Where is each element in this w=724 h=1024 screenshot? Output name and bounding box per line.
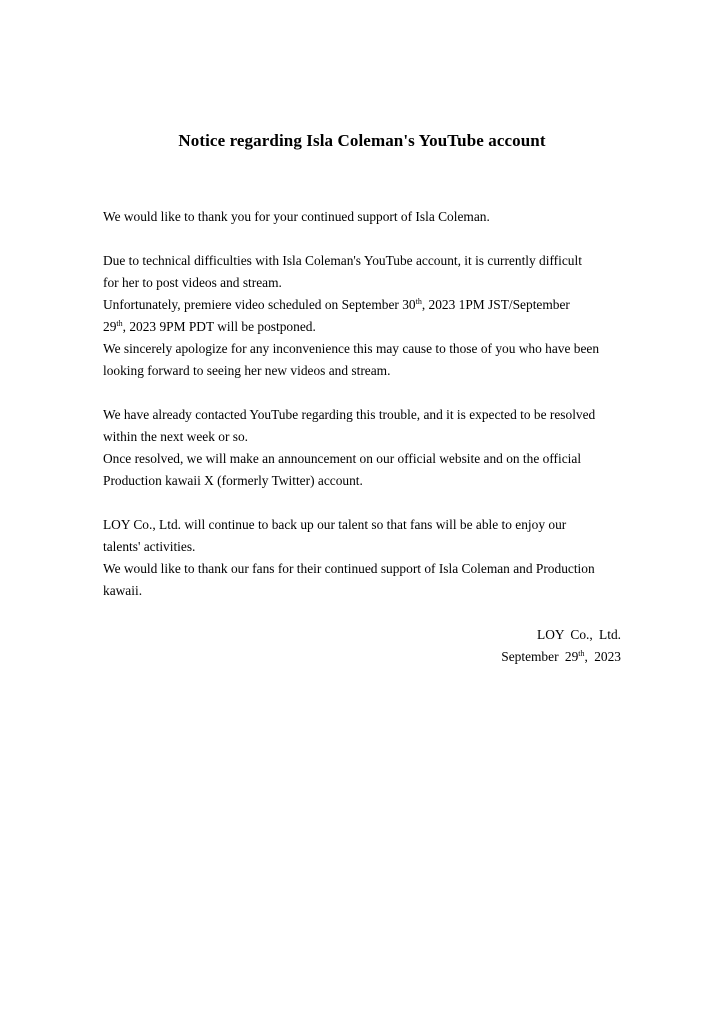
text-segment: 29 [103,319,117,334]
text-line: Production kawaii X (formerly Twitter) account. [103,473,363,488]
paragraph-technical-difficulties [103,250,643,382]
document-title: Notice regarding Isla Coleman's YouTube account [178,131,546,150]
text-line: for her to post videos and stream. [103,275,282,290]
ordinal-suffix: th [415,297,422,306]
text-line: We have already contacted YouTube regarding this trouble, and it is expected to be resolved [103,407,596,422]
text-line: We would like to thank our fans for their continued support of Isla Coleman and Production [103,561,595,576]
text-line: Due to technical difficulties with Isla Coleman's YouTube account, it is currently difficult [103,253,582,268]
text-line [103,316,643,338]
text-segment: , 2023 1PM JST/September [421,297,570,312]
text-line: We sincerely apologize for any inconvenience this may cause to those of you who have been [103,341,600,356]
document-body [103,206,643,624]
ordinal-suffix: th [116,319,123,328]
text-line [103,294,643,316]
signature-block [501,624,621,668]
text-line: kawaii. [103,583,143,598]
signature-company: LOY Co., Ltd. [537,627,621,642]
text-line: LOY Co., Ltd. will continue to back up our talent so that fans will be able to enjoy our [103,517,567,532]
paragraph-support [103,514,643,602]
text-line: Once resolved, we will make an announcement on our official website and on the official [103,451,582,466]
paragraph-thanks [103,206,643,228]
text-segment: Unfortunately, premiere video scheduled on September 30 [103,297,416,312]
text-line: within the next week or so. [103,429,249,444]
ordinal-suffix: th [578,649,585,658]
paragraph-youtube-contact [103,404,643,492]
date-text: September 29 [501,649,579,664]
text-line: We would like to thank you for your continued support of Isla Coleman. [103,209,490,224]
text-line: talents' activities. [103,539,196,554]
text-segment: , 2023 9PM PDT will be postponed. [122,319,316,334]
text-line: looking forward to seeing her new videos and stream. [103,363,391,378]
signature-date [501,646,621,668]
date-year: , 2023 [584,649,621,664]
